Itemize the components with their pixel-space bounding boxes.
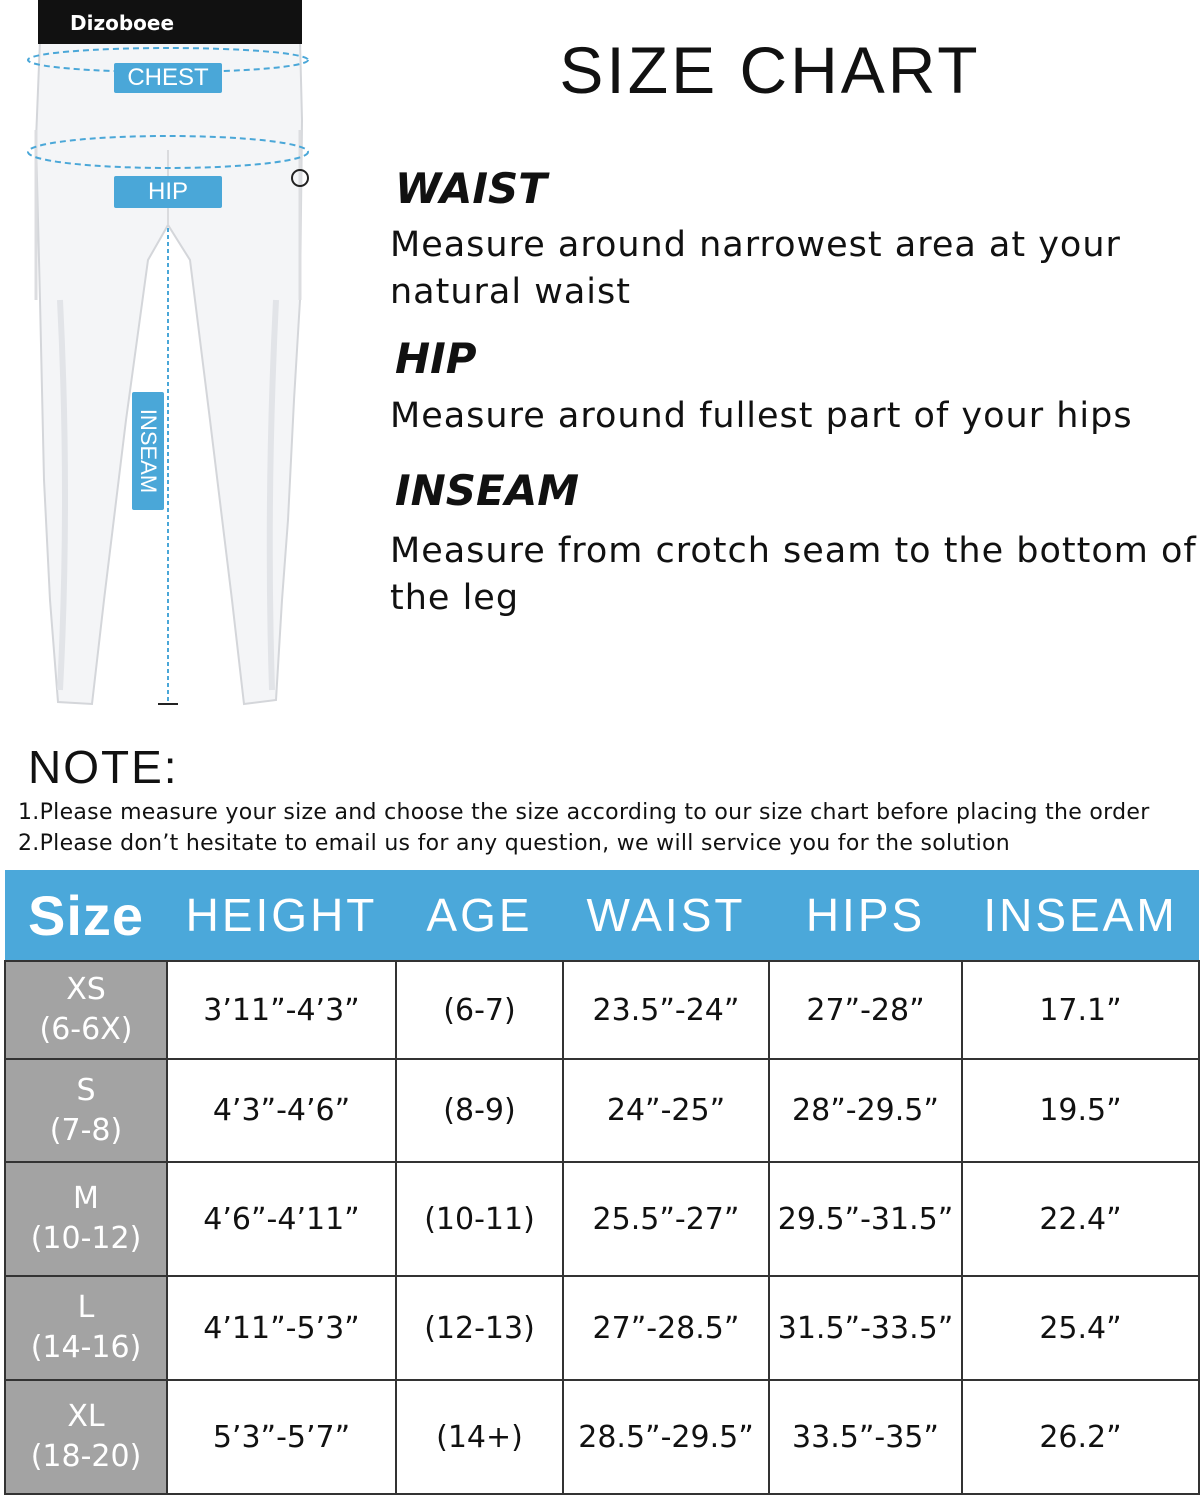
height-cell: 4’3”-4’6” [167, 1059, 396, 1162]
inseam-description: Measure from crotch seam to the bottom of the leg [390, 531, 1197, 618]
note-item: 2.Please don’t hesitate to email us for any question, we will service you for the solution [18, 831, 1011, 856]
pants-illustration [0, 0, 340, 720]
age-cell: (8-9) [396, 1059, 563, 1162]
hips-cell: 28”-29.5” [769, 1059, 962, 1162]
age-cell: (6-7) [396, 961, 563, 1059]
header-inseam: INSEAM [962, 870, 1199, 961]
waist-cell: 27”-28.5” [563, 1276, 769, 1380]
size-cell [5, 1380, 167, 1494]
table-header-row [5, 870, 1199, 961]
inseam-cell: 26.2” [962, 1380, 1199, 1494]
note-title: NOTE: [28, 741, 179, 793]
waist-heading: WAIST [395, 164, 547, 213]
age-cell: (10-11) [396, 1162, 563, 1276]
header-size: Size [5, 870, 167, 961]
hips-cell: 29.5”-31.5” [769, 1162, 962, 1276]
hip-heading: HIP [395, 334, 477, 383]
height-cell: 4’6”-4’11” [167, 1162, 396, 1276]
table-row [5, 1380, 1199, 1494]
inseam-cell: 25.4” [962, 1276, 1199, 1380]
size-cell [5, 961, 167, 1059]
height-cell: 5’3”-5’7” [167, 1380, 396, 1494]
height-cell: 4’11”-5’3” [167, 1276, 396, 1380]
waist-cell: 28.5”-29.5” [563, 1380, 769, 1494]
note-item: 1.Please measure your size and choose the size according to our size chart before placing the order [18, 800, 1150, 825]
size-code: S [76, 1072, 96, 1108]
leggings-image [0, 0, 340, 720]
hips-cell: 27”-28” [769, 961, 962, 1059]
inseam-cell: 17.1” [962, 961, 1199, 1059]
hips-cell: 33.5”-35” [769, 1380, 962, 1494]
size-range: (10-12) [30, 1221, 142, 1256]
table-row [5, 1276, 1199, 1380]
inseam-heading: INSEAM [395, 466, 580, 515]
size-cell [5, 1276, 167, 1380]
size-code: L [77, 1290, 95, 1325]
brand-text: Dizoboee [70, 11, 175, 35]
height-cell: 3’11”-4’3” [167, 961, 396, 1059]
waist-description: Measure around narrowest area at your natural waist [390, 225, 1121, 312]
header-waist: WAIST [563, 870, 769, 961]
waist-cell: 23.5”-24” [563, 961, 769, 1059]
size-code: M [73, 1181, 99, 1216]
size-cell [5, 1162, 167, 1276]
age-cell: (14+) [396, 1380, 563, 1494]
waist-cell: 24”-25” [563, 1059, 769, 1162]
inseam-cell: 22.4” [962, 1162, 1199, 1276]
chest-label: CHEST [114, 63, 222, 93]
size-cell [5, 1059, 167, 1162]
size-range: (6-6X) [39, 1012, 133, 1047]
size-chart-title: SIZE CHART [559, 33, 981, 107]
table-row [5, 1162, 1199, 1276]
header-age: AGE [396, 870, 563, 961]
size-range: (7-8) [49, 1112, 123, 1148]
hip-description: Measure around fullest part of your hips [390, 396, 1133, 436]
table-row [5, 961, 1199, 1059]
header-hips: HIPS [769, 870, 962, 961]
table-row [5, 1059, 1199, 1162]
header-height: HEIGHT [167, 870, 396, 961]
hips-cell: 31.5”-33.5” [769, 1276, 962, 1380]
size-table [4, 870, 1200, 1495]
size-range: (18-20) [30, 1439, 142, 1474]
inseam-label-text: INSEAM [136, 408, 161, 494]
inseam-label [132, 392, 164, 510]
waist-cell: 25.5”-27” [563, 1162, 769, 1276]
size-code: XS [66, 972, 106, 1007]
size-code: XL [67, 1399, 105, 1434]
size-range: (14-16) [30, 1330, 142, 1365]
inseam-cell: 19.5” [962, 1059, 1199, 1162]
hip-label: HIP [114, 176, 222, 208]
age-cell: (12-13) [396, 1276, 563, 1380]
